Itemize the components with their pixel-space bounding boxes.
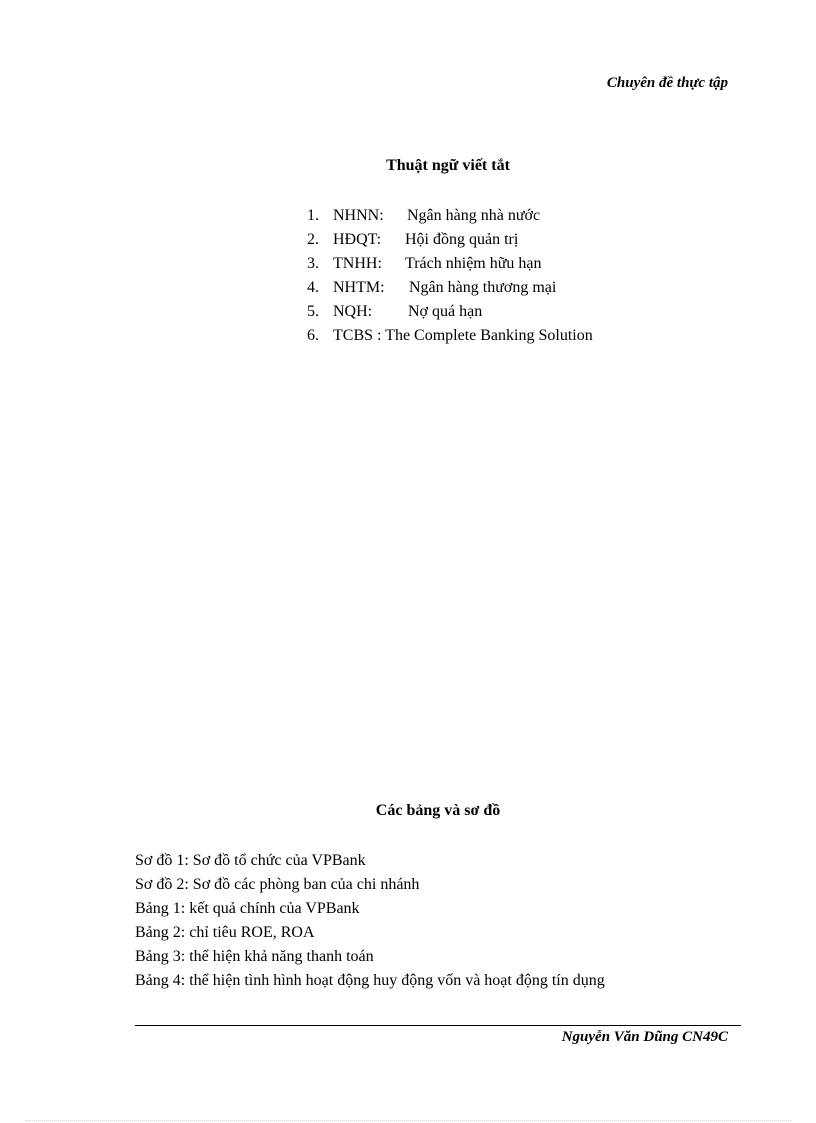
list-item: Sơ đồ 2: Sơ đồ các phòng ban của chi nhánh	[135, 876, 420, 893]
item-number: 6.	[307, 327, 319, 344]
list-item	[307, 300, 593, 324]
list-item: Sơ đồ 1: Sơ đồ tổ chức của VPBank	[135, 852, 366, 869]
abbreviation-code: HĐQT:	[333, 231, 382, 248]
item-number: 4.	[307, 279, 319, 296]
abbreviation-code: NQH:	[333, 303, 373, 320]
abbreviation-meaning: Ngân hàng thương mại	[409, 279, 557, 296]
item-number: 3.	[307, 255, 319, 272]
header-title: Chuyên đề thực tập	[606, 75, 728, 91]
abbreviations-list	[307, 204, 593, 348]
item-number: 5.	[307, 303, 319, 320]
abbreviation-meaning: Nợ quá hạn	[408, 303, 483, 320]
abbreviation-meaning: Trách nhiệm hữu hạn	[405, 255, 542, 272]
abbreviation-meaning: Hội đồng quản trị	[405, 231, 519, 248]
item-number: 2.	[307, 231, 319, 248]
footer-author: Nguyễn Văn Dũng CN49C	[561, 1029, 728, 1045]
abbreviation-code: NHTM:	[333, 279, 385, 296]
abbreviation-code: NHNN:	[333, 207, 384, 224]
list-item	[307, 276, 593, 300]
footer-divider	[135, 1025, 741, 1026]
list-item: Bảng 1: kết quả chính của VPBank	[135, 900, 360, 917]
list-item	[307, 324, 593, 348]
tables-title: Các bảng và sơ đồ	[375, 802, 501, 819]
list-item: Bảng 3: thể hiện khả năng thanh toán	[135, 948, 374, 965]
abbreviation-meaning: Ngân hàng nhà nước	[407, 207, 541, 224]
list-item: Bảng 2: chỉ tiêu ROE, ROA	[135, 924, 315, 941]
item-number: 1.	[307, 207, 319, 224]
page-edge-divider	[25, 1120, 791, 1121]
list-item	[307, 204, 593, 228]
abbreviation-meaning: : The Complete Banking Solution	[377, 327, 593, 344]
abbreviations-title: Thuật ngữ viết tắt	[386, 157, 510, 174]
abbreviation-code: TNHH:	[333, 255, 382, 272]
tables-list	[135, 849, 605, 993]
list-item	[307, 228, 593, 252]
list-item: Bảng 4: thể hiện tình hình hoạt động huy động vốn và hoạt động tín dụng	[135, 972, 605, 989]
abbreviation-code: TCBS	[333, 327, 378, 344]
list-item	[307, 252, 593, 276]
